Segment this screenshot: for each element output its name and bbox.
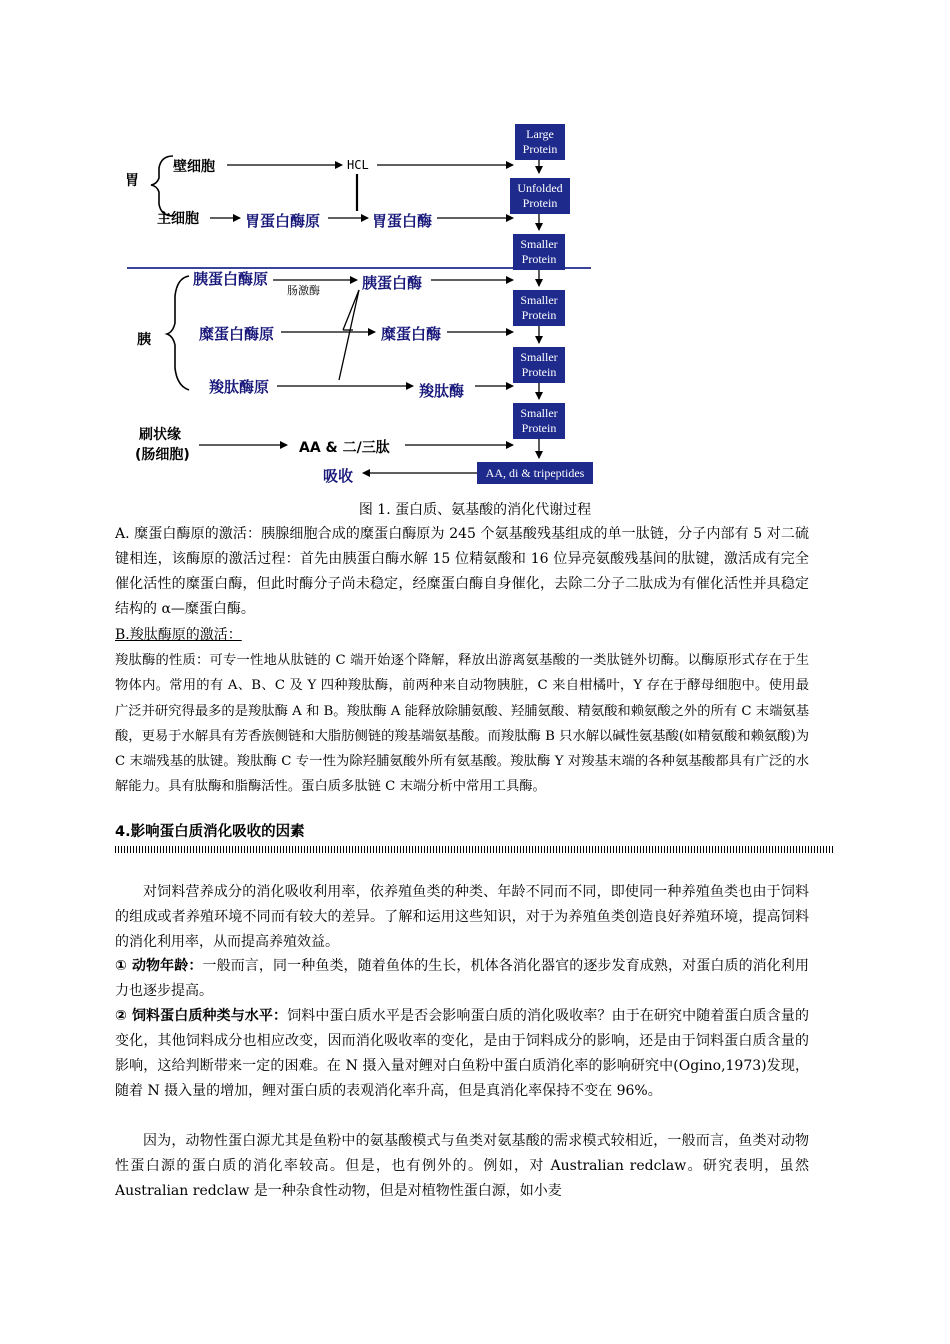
pepsin-label: 胃蛋白酶 xyxy=(372,212,433,230)
box-line-2: Protein xyxy=(521,252,557,266)
chymotrypsinogen-label: 糜蛋白酶原 xyxy=(199,325,275,343)
protein-box xyxy=(513,290,565,326)
pancreas-label: 胰 xyxy=(137,332,151,348)
protein-box xyxy=(513,403,565,439)
trypsin-label: 胰蛋白酶 xyxy=(362,274,423,292)
item-protein xyxy=(115,1004,809,1104)
box-line-1: Smaller xyxy=(520,237,558,251)
stomach-label: 胃 xyxy=(125,173,139,189)
dotted-divider xyxy=(115,846,835,853)
figure-caption: 图 1. 蛋白质、氨基酸的消化代谢过程 xyxy=(358,502,592,518)
pepsinogen-label: 胃蛋白酶原 xyxy=(245,212,321,230)
chief-cell-label: 主细胞 xyxy=(157,211,199,227)
item-age-title: ① 动物年龄： xyxy=(115,958,203,974)
box-line-1: Large xyxy=(526,127,554,141)
box-line-1: Smaller xyxy=(520,293,558,307)
box-line-1: Smaller xyxy=(520,350,558,364)
item-age-text: 一般而言，同一种鱼类，随着鱼体的生长，机体各消化器官的逐步发育成熟，对蛋白质的消化利用力也逐步提高。 xyxy=(115,958,809,999)
aa-peptides-label: AA & 二/三肽 xyxy=(299,440,390,456)
absorption-label: 吸收 xyxy=(323,467,354,485)
paragraph-last: 因为，动物性蛋白源尤其是鱼粉中的氨基酸模式与鱼类对氨基酸的需求模式较相近，一般而言，鱼类对动物性蛋白源的蛋白质的消化率较高。但是，也有例外的。例如，对 Australian redclaw。研究表明，虽然 Australian redclaw 是一种杂食性动物，但是对植物性蛋白源，如小麦 xyxy=(115,1133,809,1199)
item-age xyxy=(115,954,809,1004)
enterokinase-label: 肠激酶 xyxy=(287,284,320,297)
item-protein-title: ② 饲料蛋白质种类与水平： xyxy=(115,1008,288,1024)
protein-box xyxy=(513,347,565,383)
enterocyte-label: (肠细胞) xyxy=(135,447,190,463)
section-b-title: B.羧肽酶原的激活： xyxy=(115,627,242,643)
hcl-label: HCL xyxy=(347,158,369,172)
final-product-label: AA, di & tripeptides xyxy=(485,465,585,480)
protein-box xyxy=(515,124,565,160)
paragraph-b: 羧肽酶的性质：可专一性地从肽链的 C 端开始逐个降解，释放出游离氨基酸的一类肽链外切酶。以酶原形式存在于生物体内。常用的有 A、B、C 及 Y 四种羧肽酶，前两种来自动物胰脏，C 来自柑橘叶，Y 存在于酵母细胞中。使用最广泛并研究得最多的是羧肽酶 A 和 B。羧肽酶 A 能释放除脯氨酸、羟脯氨酸、精氨酸和赖氨酸之外的所有 C 末端氨基酸，更易于水解具有芳香族侧链和大脂肪侧链的羧基端氨基酸。而羧肽酶 B 只水解以碱性氨基酸(如精氨酸和赖氨酸)为 C 末端残基的肽键。羧肽酶 C 专一性为除羟脯氨酸外所有氨基酸。羧肽酶 Y 对羧基末端的各种氨基酸都具有广泛的水解能力。具有肽酶和脂酶活性。蛋白质多肽链 C 末端分析中常用工具酶。 xyxy=(115,653,809,795)
procarboxypeptidase-label: 羧肽酶原 xyxy=(209,378,270,396)
protein-box xyxy=(510,178,570,214)
box-line-2: Protein xyxy=(521,421,557,435)
section-heading: 4.影响蛋白质消化吸收的因素 xyxy=(115,824,305,840)
box-line-2: Protein xyxy=(521,308,557,322)
box-line-1: Smaller xyxy=(520,406,558,420)
parietal-cell-label: 壁细胞 xyxy=(173,159,215,175)
protein-box xyxy=(513,234,565,270)
paragraph-b-title xyxy=(115,623,809,648)
paragraph-a: A. 糜蛋白酶原的激活：胰腺细胞合成的糜蛋白酶原为 245 个氨基酸残基组成的单一肽链，分子内部有 5 对二硫键相连，该酶原的激活过程：首先由胰蛋白酶水解 15 位精氨酸和 16 位异亮氨酸残基间的肽键，激活成有完全催化活性的糜蛋白酶，但此时酶分子尚未稳定，经糜蛋白酶自身催化，去除二分子二肽成为有催化活性并具稳定结构的 α—糜蛋白酶。 xyxy=(115,526,809,617)
box-line-2: Protein xyxy=(521,365,557,379)
box-line-2: Protein xyxy=(522,196,558,210)
final-product-box xyxy=(477,462,593,484)
item-protein-text: 饲料中蛋白质水平是否会影响蛋白质的消化吸收率？由于在研究中随着蛋白质含量的变化，其他饲料成分也相应改变，因而消化吸收率的变化，是由于饲料成分的影响，还是由于饲料蛋白质含量的影响，这给判断带来一定的困难。在 N 摄入量对鲤对白鱼粉中蛋白质消化率的影响研究中(Ogino,1973)发现，随着 N 摄入量的增加，鲤对蛋白质的表观消化率升高，但是真消化率保持不变在 96%。 xyxy=(115,1008,809,1099)
brush-border-label: 刷状缘 xyxy=(139,427,181,443)
digestion-diagram xyxy=(115,118,605,498)
chymotrypsin-label: 糜蛋白酶 xyxy=(381,325,442,343)
carboxypeptidase-label: 羧肽酶 xyxy=(419,382,465,400)
box-line-2: Protein xyxy=(522,142,558,156)
paragraph-intro: 对饲料营养成分的消化吸收利用率，依养殖鱼类的种类、年龄不同而不同，即使同一种养殖鱼类也由于饲料的组成或者养殖环境不同而有较大的差异。了解和运用这些知识，对于为养殖鱼类创造良好养殖环境，提高饲料的消化利用率，从而提高养殖效益。 xyxy=(115,884,809,950)
box-line-1: Unfolded xyxy=(517,181,563,195)
trypsinogen-label: 胰蛋白酶原 xyxy=(193,270,269,288)
